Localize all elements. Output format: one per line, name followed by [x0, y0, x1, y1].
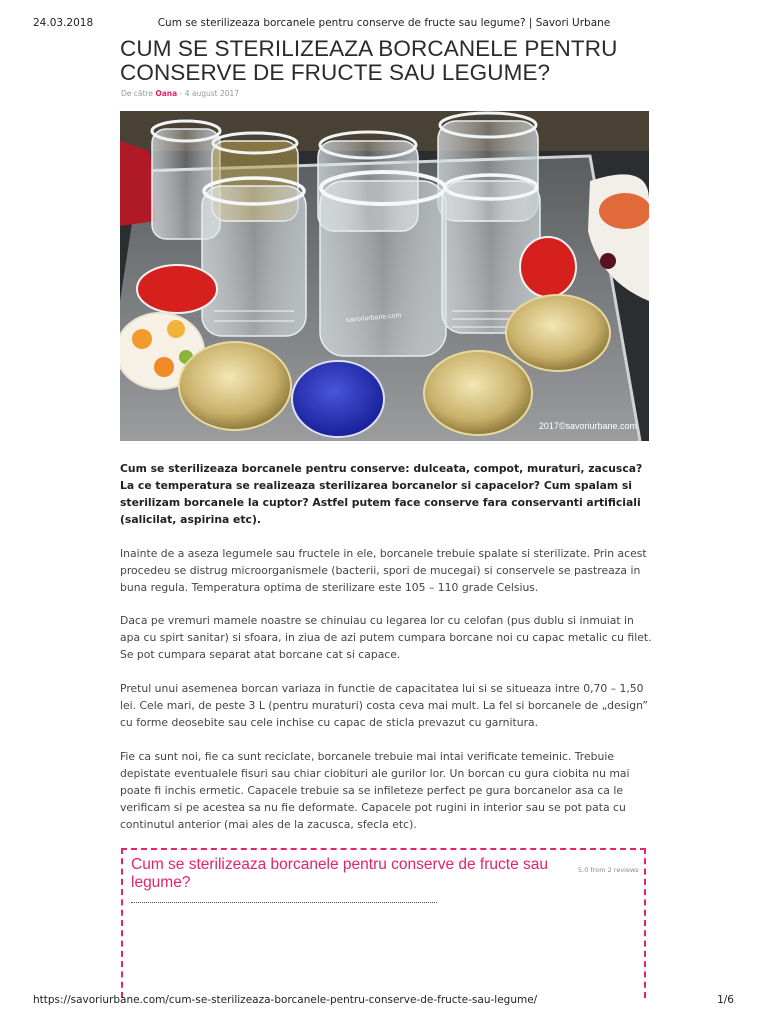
- pdf-header-date: 24.03.2018: [33, 17, 94, 29]
- lid-red-right: [520, 237, 576, 297]
- bowl-dot: [600, 253, 616, 269]
- pdf-page-number: 1/6: [717, 994, 734, 1006]
- recipe-card-title: Cum se sterilizeaza borcanele pentru conserve de fructe sau legume?: [131, 856, 548, 891]
- lid-fruit-dot-3: [154, 357, 174, 377]
- lid-red-left: [137, 265, 217, 313]
- recipe-divider: [131, 902, 437, 903]
- paragraph-1: Inainte de a aseza legumele sau fructele in ele, borcanele trebuie spalate si sterilizate. Prin acest procedeu se distrug microorganismele (bacterii, spori de mucegai) si conservele se pastreaza in buna regula. Temperatura optima de sterilizare este 105 – 110 grade Celsius.: [120, 547, 647, 594]
- recipe-rating[interactable]: 5.0 from 2 reviews: [578, 866, 639, 874]
- image-watermark: 2017©savoriurbane.com: [538, 421, 637, 431]
- hero-image: [120, 111, 649, 441]
- byline-separator: -: [179, 89, 183, 98]
- publish-date: 4 august 2017: [184, 89, 240, 98]
- jar-front-center: [320, 172, 446, 356]
- pdf-footer-url[interactable]: https://savoriurbane.com/cum-se-sterilizeaza-borcanele-pentru-conserve-de-fructe-sau-legume/: [33, 994, 538, 1006]
- pdf-header-title: Cum se sterilizeaza borcanele pentru conserve de fructe sau legume? | Savori Urbane: [157, 17, 611, 29]
- paragraph-4: Fie ca sunt noi, fie ca sunt reciclate, borcanele trebuie mai intai verificate temeinic. Trebuie depistate eventualele fisuri sau chiar ciobituri ale gurilor lor. Un borcan cu gura ciobita nu mai poate fi inchis ermetic. Capacele trebuie sa se infileteze perfect pe gura borcanelor asa ca le verificam si pe acestea sa nu fie deformate. Capacele pot rugini in interior sau se pot pata cu continutul anterior (mai ales de la zacusca, sfecla etc).: [120, 750, 630, 831]
- lid-gold-center: [424, 351, 532, 435]
- lid-gold-right: [506, 295, 610, 371]
- lid-fruit-dot-1: [132, 329, 152, 349]
- recipe-card: [121, 848, 646, 998]
- article-lead: Cum se sterilizeaza borcanele pentru conserve: dulceata, compot, muraturi, zacusca? La ce temperatura se realizeaza sterilizarea borcanelor si capacelor? Cum spalam si sterilizam borcanele la cuptor? Astfel putem face conserve fara conservanti artificiali (salicilat, aspirina etc).: [120, 462, 643, 526]
- lid-blue: [292, 361, 384, 437]
- jars-illustration: [120, 111, 649, 441]
- lid-gold-left: [179, 342, 291, 430]
- jar-watermark: savoriurbane.com: [345, 312, 402, 324]
- bowl-paprika: [599, 193, 649, 229]
- paragraph-2: Daca pe vremuri mamele noastre se chinuiau cu legarea lor cu celofan (pus dublu si inmuiat in apa cu spirt sanitar) si sfoara, in ziua de azi putem cumpara borcane noi cu capac metalic cu filet. Se pot cumpara separat atat borcane cat si capace.: [120, 614, 652, 661]
- byline-prefix: De către: [121, 89, 153, 98]
- lid-fruit-dot-2: [167, 320, 185, 338]
- byline: [121, 89, 239, 98]
- jar-front-left: [202, 178, 306, 336]
- article-title: CUM SE STERILIZEAZA BORCANELE PENTRU CONSERVE DE FRUCTE SAU LEGUME?: [120, 36, 618, 85]
- paragraph-3: Pretul unui asemenea borcan variaza in functie de capacitatea lui si se situeaza intre 0,70 – 1,50 lei. Cele mari, de peste 3 L (pentru muraturi) costa ceva mai mult. La fel si borcanele de „design” cu forme deosebite sau cele inchise cu capac de sticla prevazut cu garnitura.: [120, 682, 648, 729]
- author-link[interactable]: Oana: [155, 89, 178, 98]
